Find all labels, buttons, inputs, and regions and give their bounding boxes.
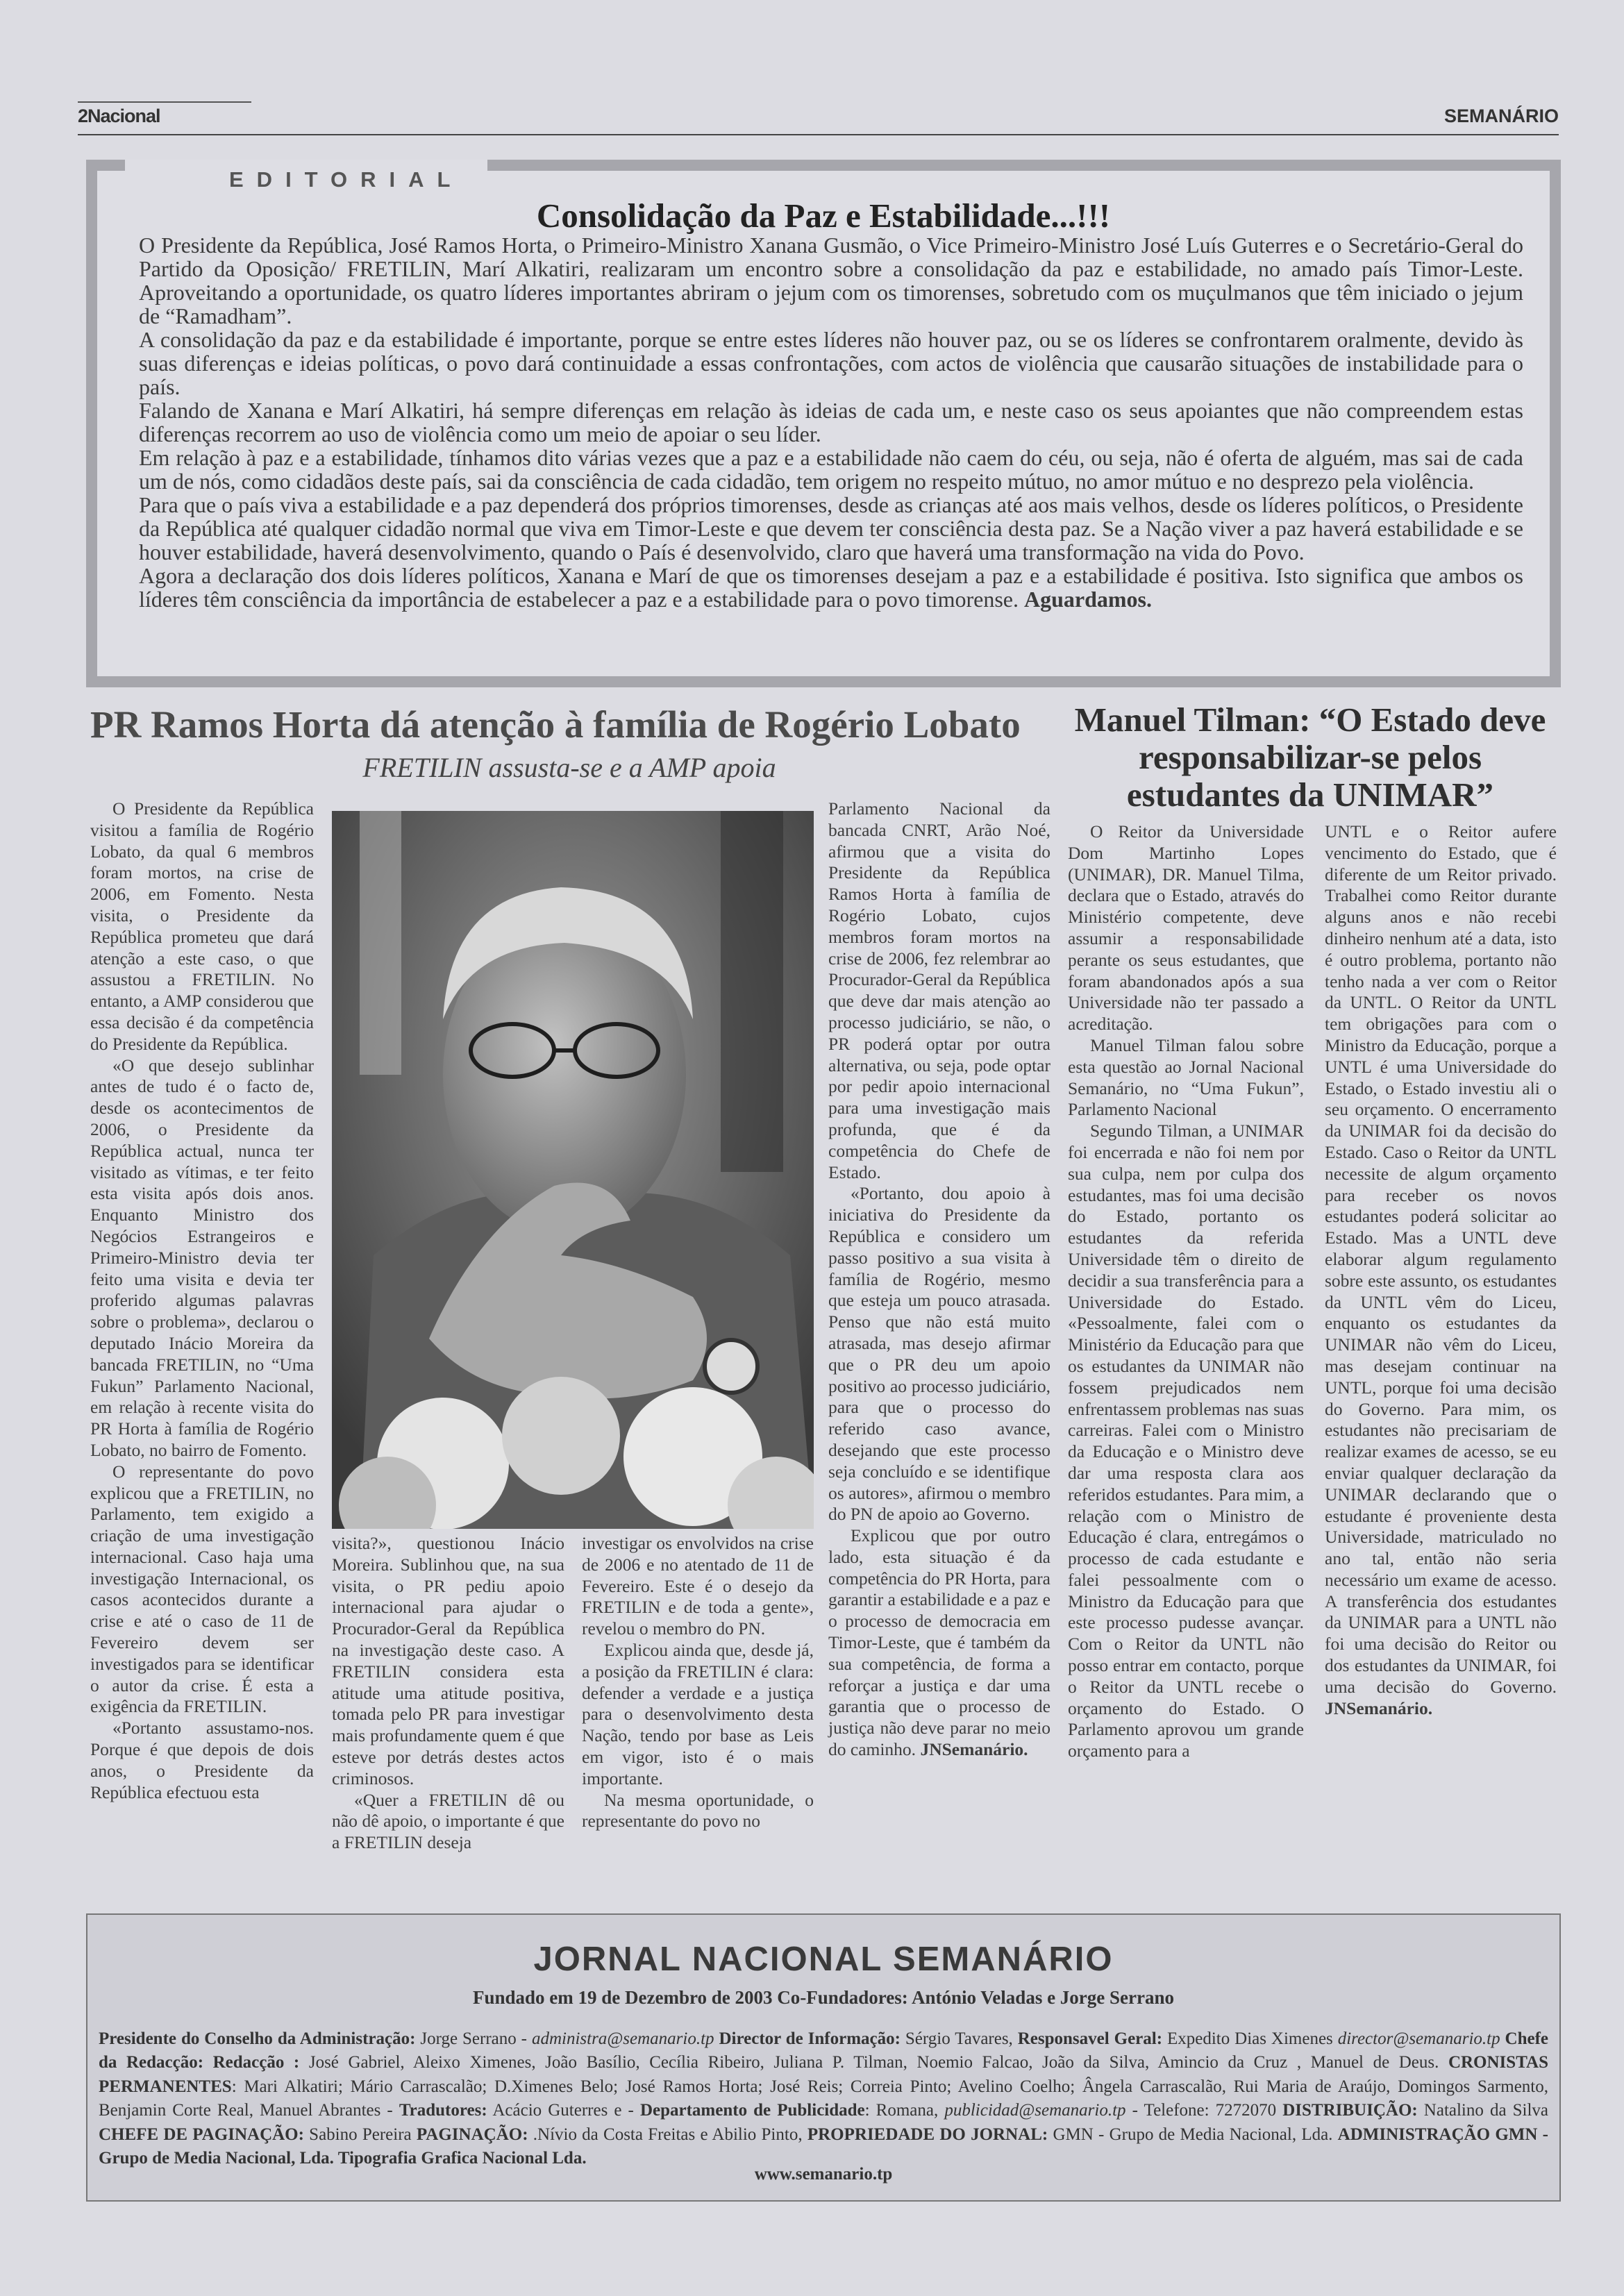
portrait-photo-image [332, 811, 814, 1529]
article2-signoff: JNSemanário. [1325, 1698, 1433, 1718]
article-paragraph: Explicou ainda que, desde já, a posição da FRETILIN é clara: defender a verdade e a justiça para o desenvolvimento desta Nação, tendo por base as Leis em vigor, isto é o mais importante. [582, 1639, 814, 1788]
editorial-body [139, 233, 1523, 611]
editorial-paragraph: Para que o país viva a estabilidade e a paz dependerá dos próprios timorenses, desde as crianças até aos mais velhos, desde os líderes políticos, o Presidente da República até qualquer cidadão normal que viva em Timor-Leste e que devem ter consciência desta paz. Se a Nação viver a paz haverá estabilidade e se houver estabilidade, haverá desenvolvimento, quando o País é desenvolvido, claro que haverá uma transformação na vida do Povo. [139, 492, 1523, 564]
editorial-last-text: Agora a declaração dos dois líderes políticos, Xanana e Marí de que os timorenses desejam a paz e a estabilidade é positiva. Isto significa que ambos os líderes têm consciência da importância de estabelecer a paz e a estabilidade para o povo timorense. [139, 563, 1523, 612]
article-paragraph: O Reitor da Universidade Dom Martinho Lopes (UNIMAR), DR. Manuel Tilma, declara que o Estado, através do Ministério competente, deve assumir a responsabilidade perante os seus estudantes, que foram abandonados após a sua Universidade não ter passado a acreditação. [1068, 821, 1304, 1034]
credit-label: CRONISTAS PERMANENTES [99, 2053, 1548, 2096]
credit-label: ADMINISTRAÇÃO GMN - Grupo de Media Nacional, Lda. Tipografia Grafica Nacional Lda. [99, 2125, 1549, 2168]
editorial-paragraph: A consolidação da paz e da estabilidade é importante, porque se entre estes líderes não houver paz, ou se os líderes se confrontarem oralmente, devido às suas diferenças e ideias políticas, o povo dará continuidade a essas confrontações, com actos de violência que causarão situações de instabilidade para o país. [139, 327, 1523, 399]
credit-label: PROPRIEDADE DO JORNAL: [807, 2125, 1048, 2144]
article2-column-1 [1068, 821, 1304, 1762]
article1-signoff: JNSemanário. [920, 1739, 1028, 1760]
article-paragraph-text: Explicou que por outro lado, esta situação é da competência do PR Horta, para garantir a estabilidade e a paz e o processo de democracia em Timor-Leste, que é também da sua competência, de forma a reforçar a justiça e dar uma garantia que o processo de justiça não deve parar no meio do caminho. [828, 1525, 1050, 1760]
editorial-paragraph [139, 564, 1523, 611]
article-paragraph: Parlamento Nacional da bancada CNRT, Arão Noé, afirmou que a visita do Presidente da República Ramos Horta à família de Rogério Lobato, cujos membros foram mortos na crise de 2006, fez relembrar ao Procurador-Geral da República que deve dar mais atenção ao processo judiciário, se não, o PR poderá optar por outra alternativa, ou seja, pode optar por pedir apoio internacional para uma investigação mais profunda, que é da competência do Chefe de Estado. [828, 798, 1050, 1182]
credit-label: Departamento de Publicidade [639, 2101, 865, 2120]
editorial-signoff: Aguardamos. [1023, 587, 1152, 612]
credit-label: DISTRIBUIÇÃO: [1282, 2101, 1418, 2120]
editorial-box [86, 160, 1561, 687]
credit-label: Chefe da Redacção: Redacção : [99, 2029, 1548, 2072]
editorial-title: Consolidação da Paz e Estabilidade...!!! [536, 196, 1111, 235]
article-paragraph-text: UNTL e o Reitor aufere vencimento do Estado, que é diferente de um Reitor privado. Trabalhei como Reitor durante alguns anos e não recebi dinheiro nenhum até a data, isto é outro problema, portanto não tenho nada a ver com o Reitor da UNTL. O Reitor da UNTL tem obrigações para com o Ministro da Educação, porque a UNTL é uma Universidade do Estado, o Estado investiu ali o seu orçamento. O encerramento da UNIMAR foi da decisão do Estado. Caso o Reitor da UNTL necessite de algum orçamento para receber os novos estudantes poderá solicitar ao Estado. Mas a UNTL deve elaborar algum regulamento sobre este assunto, os estudantes da UNTL vêm do Liceu, enquanto os estudantes da UNIMAR não vêm do Liceu, mas desejam continuar na UNTL, porque foi uma decisão do Governo. Para mim, os estudantes não precisariam de realizar exames de acesso, se eu enviar qualquer declaração da UNIMAR declarando que o estudante é proveniente desta Universidade, matriculado no ano tal, então não seria necessário um exame de acesso. A transferência dos estudantes da UNIMAR para a UNTL não foi uma decisão do Reitor ou dos estudantes da UNIMAR, foi uma decisão do Governo. [1325, 821, 1557, 1697]
editorial-paragraph: Em relação à paz e a estabilidade, tínhamos dito várias vezes que a paz e a estabilidade não caem do céu, ou seja, não é oferta de alguém, mas sai de cada um de nós, como cidadãos deste país, sai da consciência de cada cidadão, tem origem no respeito mútuo, no amor mútuo e no desprezo pela violência. [139, 445, 1523, 494]
section-label: 2Nacional [78, 106, 160, 126]
masthead-founded: Fundado em 19 de Dezembro de 2003 Co-Fundadores: António Veladas e Jorge Serrano [472, 1987, 1175, 2008]
credit-value: Sabino Pereira [303, 2125, 417, 2144]
article1-column-1 [90, 798, 314, 1803]
editorial-paragraph: Falando de Xanana e Marí Alkatiri, há sempre diferenças em relação às ideias de cada um, e neste caso os seus apoiantes que não compreendem estas diferenças recorrem ao uso de violência como um meio de apoiar o seu líder. [139, 398, 1523, 446]
article-paragraph: O Presidente da República visitou a família de Rogério Lobato, da qual 6 membros foram mortos, na crise de 2006, em Fomento. Nesta visita, o Presidente da República prometeu que dará atenção a este caso, o que assustou a FRETILIN. No entanto, a AMP considerou que essa decisão é da competência do Presidente da República. [90, 798, 314, 1054]
article-paragraph: Segundo Tilman, a UNIMAR foi encerrada e não foi nem por sua culpa, nem por culpa dos estudantes, mas foi uma decisão do Estado, portanto os estudantes da referida Universidade têm o direito de decidir a sua transferência para a Universidade do Estado. «Pessoalmente, falei com o Ministério da Educação para que os estudantes da UNIMAR não fossem prejudicados nem enfrentassem problemas nas suas carreiras. Falei com o Ministro da Educação e o Ministro deve dar uma resposta clara aos referidos estudantes. Para mim, a relação com o Ministro de Educação é clara, entregámos o processo de cada estudante e falei pessoalmente com o Ministro da Educação para que este processo pudesse avançar. Com o Reitor da UNTL não posso entrar em contacto, porque o Reitor da UNTL recebe o orçamento do Estado. O Parlamento aprovou um grande orçamento para a [1068, 1121, 1304, 1761]
article1-column-3 [582, 1533, 814, 1832]
header-rule-short [78, 101, 251, 103]
article2-headline: Manuel Tilman: “O Estado deve responsabilizar-se pelos estudantes da UNIMAR” [1074, 701, 1546, 814]
credit-label: CHEFE DE PAGINAÇÃO: [99, 2125, 304, 2144]
masthead-credits [99, 2027, 1548, 2170]
header-rule [78, 134, 1559, 135]
credit-value: Acácio Guterres e - [487, 2101, 640, 2120]
credit-label: Responsavel Geral: [1017, 2029, 1163, 2048]
article-paragraph [828, 1525, 1050, 1761]
article1-subtitle: FRETILIN assusta-se e a AMP apoia [362, 752, 776, 783]
credit-label: Tradutores: [399, 2101, 487, 2120]
credit-value: : Mari Alkatiri; Mário Carrascalão; D.Ximenes Belo; José Ramos Horta; José Reis; Correia Pinto; Avelino Coelho; Ângela Carrascalão, Rui Maria de Araújo, Domingos Sarmento, Benjamin Corte Real, Manuel Abrantes - [99, 2077, 1548, 2120]
website-link[interactable]: www.semanario.tp [754, 2165, 893, 2184]
article1-headline: PR Ramos Horta dá atenção à família de Rogério Lobato [90, 703, 1021, 746]
credit-value: .Nívio da Costa Freitas e Abilio Pinto, [528, 2125, 807, 2144]
credit-value: GMN - Grupo de Media Nacional, Lda. [1048, 2125, 1338, 2144]
article-paragraph: Manuel Tilman falou sobre esta questão ao Jornal Nacional Semanário, no “Uma Fukun”, Parlamento Nacional [1068, 1034, 1304, 1120]
portrait-photo [332, 811, 814, 1529]
credit-value: Sérgio Tavares, [900, 2029, 1018, 2048]
credit-value: Expedito Dias Ximenes [1162, 2029, 1338, 2048]
email-link[interactable]: administra@semanario.tp [531, 2029, 714, 2048]
article1-column-4 [828, 798, 1050, 1761]
email-link[interactable]: publicidad@semanario.tp [944, 2101, 1126, 2120]
brand-name: SEMANÁRIO [1443, 106, 1559, 126]
credit-label: PAGINAÇÃO: [416, 2125, 528, 2144]
article-paragraph: visita?», questionou Inácio Moreira. Sublinhou que, na sua visita, o PR pediu apoio internacional para ajudar o Procurador-Geral da República na investigação deste caso. A FRETILIN considera esta atitude uma atitude positiva, tomada pelo PR para investigar mais profundamente quem é que esteve por detrás destes actos criminosos. [332, 1533, 564, 1788]
article-paragraph: «Portanto assustamo-nos. Porque é que depois de dois anos, o Presidente da República efectuou esta [90, 1718, 314, 1802]
editorial-paragraph: O Presidente da República, José Ramos Horta, o Primeiro-Ministro Xanana Gusmão, o Vice Primeiro-Ministro José Luís Guterres e o Secretário-Geral do Partido da Oposição/ FRETILIN, Marí Alkatiri, realizaram um encontro sobre a consolidação da paz e estabilidade, no amado país Timor-Leste. Aproveitando a oportunidade, os quatro líderes importantes abriram o jejum com os timorenses, sobretudo com os muçulmanos que têm iniciado o jejum de “Ramadham”. [139, 233, 1523, 328]
credit-value: Jorge Serrano - [415, 2029, 532, 2048]
credit-value: Natalino da Silva [1417, 2101, 1549, 2120]
masthead-box [86, 1913, 1561, 2202]
credit-label: Presidente do Conselho da Administração: [99, 2029, 416, 2048]
article-paragraph: «O que desejo sublinhar antes de tudo é o facto de, desde os acontecimentos de 2006, o Presidente da República actual, nunca ter visitado as vítimas, e ter feito esta visita após dois anos. Enquanto Ministro dos Negócios Estrangeiros e Primeiro-Ministro devia ter feito uma visita e devia ter proferido algumas palavras sobre o problema», declarou o deputado Inácio Moreira da bancada FRETILIN, no “Uma Fukun” Parlamento Nacional, em relação à recente visita do PR Horta à família de Rogério Lobato, no bairro de Fomento. [90, 1055, 314, 1460]
article-paragraph: Na mesma oportunidade, o representante do povo no [582, 1789, 814, 1832]
credit-value: - Telefone: 7272070 [1125, 2101, 1283, 2120]
credit-label: Director de Informação: [714, 2029, 901, 2048]
editorial-label: EDITORIAL [125, 160, 487, 200]
credit-value: José Gabriel, Aleixo Ximenes, João Basílio, Cecília Ribeiro, Juliana P. Tilman, Noemio Falcao, João da Silva, Amincio da Cruz , Manuel de Deus. [299, 2053, 1448, 2072]
article-paragraph [1325, 821, 1557, 1719]
article-paragraph: «Quer a FRETILIN dê ou não dê apoio, o importante é que a FRETILIN deseja [332, 1789, 564, 1853]
article-paragraph: investigar os envolvidos na crise de 2006 e no atentado de 11 de Fevereiro. Este é o desejo da FRETILIN e de toda a gente», revelou o membro do PN. [582, 1533, 814, 1639]
credit-value: : Romana, [864, 2101, 945, 2120]
email-link[interactable]: director@semanario.tp [1337, 2029, 1500, 2048]
article-paragraph: «Portanto, dou apoio à iniciativa do Presidente da República e considero um passo positivo a sua visita à família de Rogério, mesmo que esteja um pouco atrasada. Penso que não está muito atrasada, mas desejo afirmar que o PR deu um apoio positivo ao processo judiciário, para que o processo do referido caso avance, desejando que este processo seja concluído e se identifique os autores», afirmou o membro do PN de apoio ao Governo. [828, 1183, 1050, 1525]
article1-column-2 [332, 1533, 564, 1854]
article-paragraph: O representante do povo explicou que a FRETILIN, no Parlamento, tem exigido a criação de uma investigação internacional. Caso haja uma investigação Internacional, os casos acontecidos durante a crise e até o caso de 11 de Fevereiro devem ser investigados para se identificar o autor da crise. É esta a exigência da FRETILIN. [90, 1461, 314, 1717]
article2-column-2 [1325, 821, 1557, 1719]
masthead-title: JORNAL NACIONAL SEMANÁRIO [533, 1941, 1114, 1978]
